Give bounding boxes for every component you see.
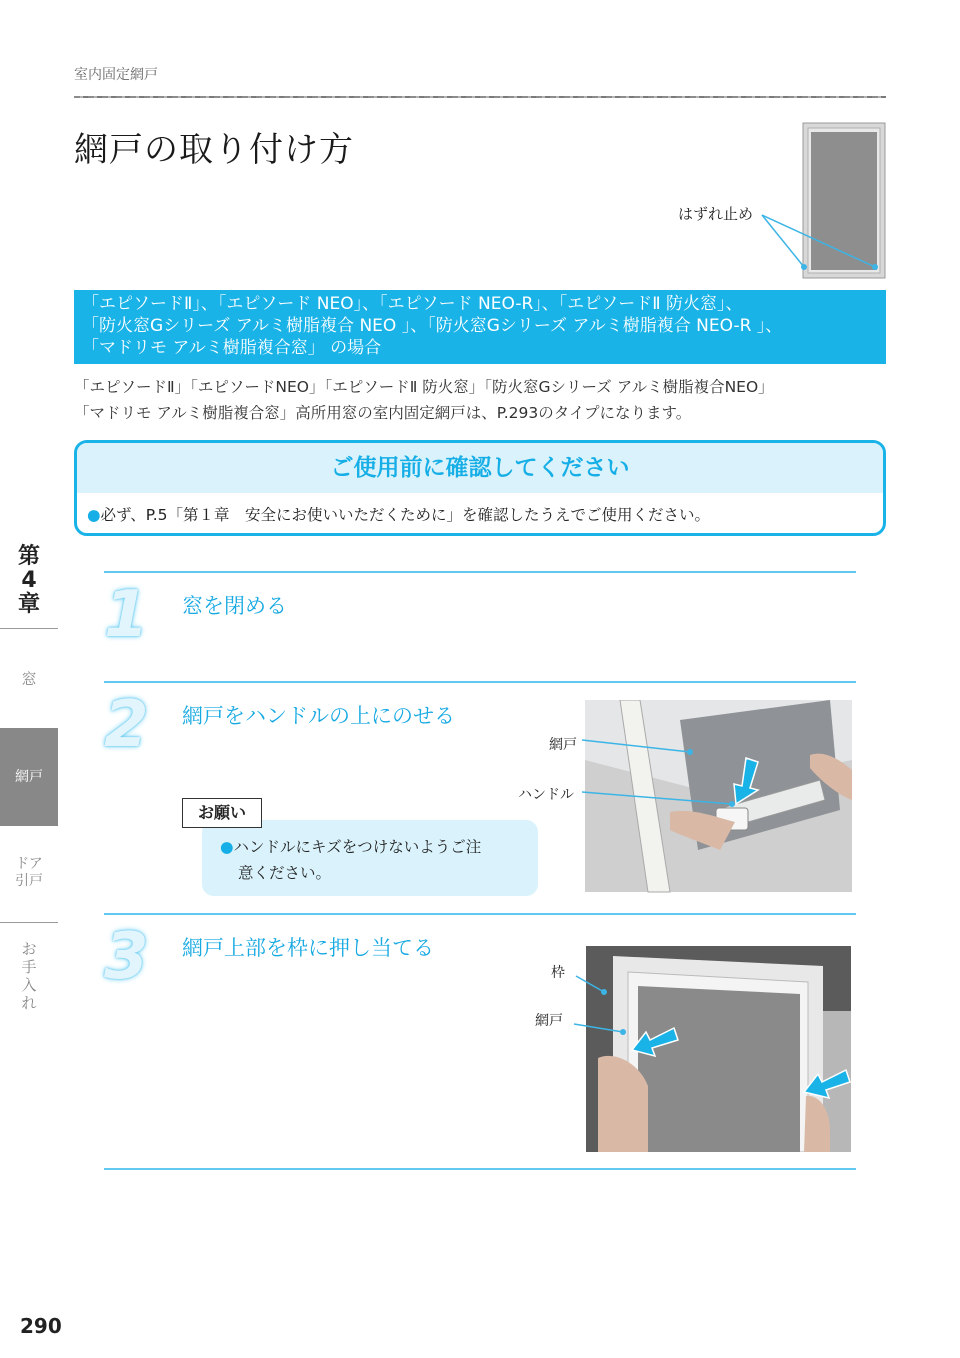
- request-text: 意ください。: [238, 864, 332, 882]
- side-tab-window[interactable]: 窓: [21, 670, 37, 688]
- side-tab-chapter: [0, 545, 58, 617]
- step-title: 網戸上部を枠に押し当てる: [182, 936, 434, 960]
- side-tab-door[interactable]: [0, 856, 58, 890]
- step-number: 3: [104, 920, 149, 994]
- side-tab-screen[interactable]: 網戸: [0, 728, 58, 826]
- callout-screen: 網戸: [535, 1013, 563, 1029]
- step3-photo-illustration: [568, 946, 853, 1152]
- step2-photo-illustration: [520, 700, 855, 895]
- page-title: 網戸の取り付け方: [74, 130, 354, 170]
- request-note-box: [202, 820, 538, 896]
- side-divider: [0, 922, 58, 923]
- step-title: 窓を閉める: [182, 594, 287, 618]
- callout-screen: 網戸: [549, 737, 577, 753]
- chapter-char: 4: [21, 568, 37, 593]
- intro-text: [74, 374, 894, 426]
- callout-frame: 枠: [551, 965, 565, 981]
- page-number: 290: [20, 1314, 62, 1338]
- model-banner: [74, 290, 886, 364]
- side-tab-care-char: 入: [21, 976, 37, 994]
- callout-handle: ハンドル: [518, 787, 574, 803]
- side-tab-care[interactable]: [0, 940, 58, 1012]
- step-number: 2: [104, 688, 149, 762]
- step-number: 1: [104, 578, 149, 652]
- side-tab-care-char: お: [21, 940, 37, 958]
- bullet-icon: ●: [87, 506, 101, 524]
- bullet-icon: ●: [220, 838, 234, 856]
- step-divider: [104, 913, 856, 915]
- request-label: お願い: [182, 798, 262, 828]
- step-divider: [104, 1168, 856, 1170]
- side-tab-care-char: れ: [21, 994, 37, 1012]
- banner-line: 「エピソードⅡ」、「エピソード NEO」、「エピソード NEO-R」、「エピソードⅡ 防火窓」、: [82, 294, 743, 314]
- banner-line: 「マドリモ アルミ樹脂複合窓」 の場合: [82, 338, 382, 358]
- step-divider: [104, 571, 856, 573]
- notice-text: 必ず、P.5「第１章 安全にお使いいただくために」を確認したうえでご使用ください。: [100, 506, 711, 524]
- intro-line: 「マドリモ アルミ樹脂複合窓」高所用窓の室内固定網戸は、P.293のタイプになります。: [74, 404, 692, 422]
- step-title: 網戸をハンドルの上にのせる: [182, 704, 455, 728]
- banner-line: 「防火窓Gシリーズ アルミ樹脂複合 NEO 」、「防火窓Gシリーズ アルミ樹脂複合 NEO-R 」、: [82, 316, 783, 336]
- notice-heading: ご使用前に確認してください: [77, 443, 883, 493]
- side-tab-care-char: 手: [21, 958, 37, 976]
- side-tab-door-label: ドア: [15, 856, 43, 872]
- screen-window-illustration: [760, 120, 890, 280]
- side-tab-door-label: 引戸: [15, 873, 43, 889]
- stop-callout-label: はずれ止め: [678, 205, 754, 223]
- request-line: [220, 834, 538, 860]
- request-text: ハンドルにキズをつけないようご注: [233, 838, 482, 856]
- header-divider: [74, 96, 886, 98]
- intro-line: 「エピソードⅡ」「エピソードNEO」「エピソードⅡ 防火窓」「防火窓Gシリーズ アルミ樹脂複合NEO」: [74, 378, 774, 396]
- chapter-char: 第: [17, 544, 40, 569]
- notice-box: [74, 440, 886, 536]
- notice-body: [77, 493, 883, 536]
- side-divider: [0, 628, 58, 629]
- chapter-char: 章: [17, 592, 40, 617]
- section-label: 室内固定網戸: [74, 67, 158, 83]
- step-divider: [104, 681, 856, 683]
